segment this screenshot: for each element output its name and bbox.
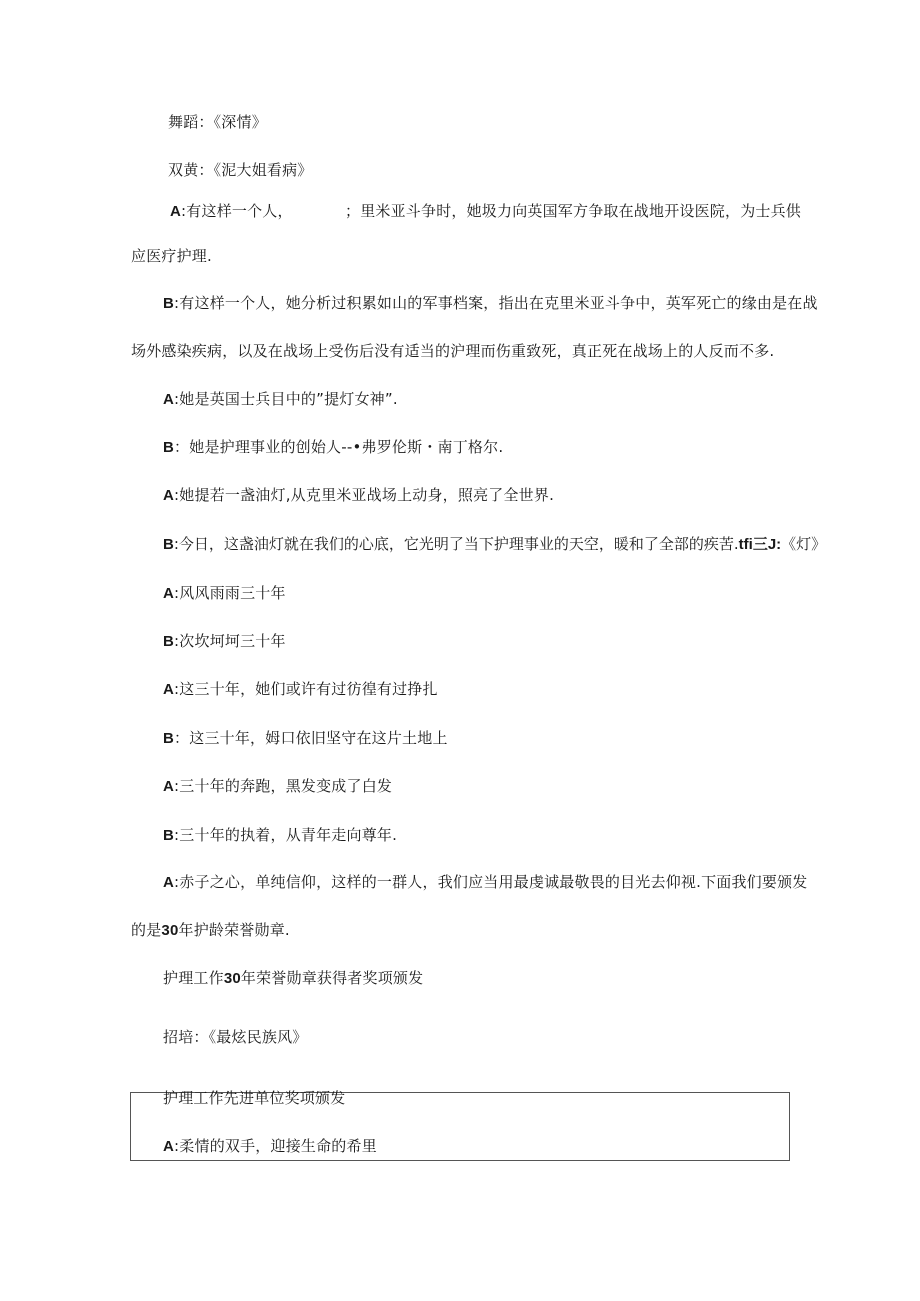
text-segment: 年护龄荣誉勋章. [178,921,290,939]
speaker-label: B [163,730,175,747]
program-duet: 双黄：《泥大姐看病》 [168,161,313,179]
dialogue-line [163,485,554,506]
speaker-label: A [163,391,175,408]
dialogue-text-wrap: 应医疗护理. [131,247,212,265]
speaker-label: A [163,778,175,795]
dialogue-text: ：她是护理事业的创始人--•弗罗伦斯・南丁格尔. [174,438,504,456]
number-30: 30 [161,922,179,939]
dialogue-line [163,1136,377,1157]
dialogue-line [163,728,448,749]
speaker-label: A [163,585,175,602]
dialogue-text-wrap: 场外感染疾病，以及在战场上受伤后没有适当的沪理而伤重致死，真正死在战场上的人反而不多. [131,342,775,360]
dialogue-text: :三十年的奔跑，黑发变成了白发 [174,777,393,795]
dialogue-line [163,389,398,410]
dialogue-line [170,201,293,222]
dialogue-line [163,825,397,846]
dialogue-text: :有这样一个人，她分析过积累如山的军事档案，指出在克里米亚斗争中，英军死亡的缘由是在战 [174,294,818,312]
garbled-inline-text: tfi三J: [738,536,782,553]
dialogue-text: :这三十年，她们或许有过彷徨有过挣扎 [174,680,438,698]
speaker-label: A [170,203,182,220]
dialogue-text: :赤子之心，单纯信仰，这样的一群人，我们应当用最虔诚最敬畏的目光去仰视.下面我们要颁发 [174,873,808,891]
award-heading [163,968,423,989]
dialogue-text: :她提若一盏油灯,从克里米亚战场上动身，照亮了全世界. [174,486,555,504]
dialogue-text: :次坎坷坷三十年 [174,632,286,650]
dialogue-text: :她是英国士兵目中的”提灯女神”. [174,390,398,408]
box-title: 护理工作先进单位奖项颁发 [163,1089,346,1107]
dialogue-text: :三十年的执着，从青年走向尊年. [174,826,398,844]
speaker-label: B [163,439,175,456]
text-segment: 年荣誉勋章获得者奖项颁发 [240,969,424,987]
dialogue-line [163,872,807,893]
text-segment: 的是 [131,921,162,939]
text-segment: 护理工作 [163,969,224,987]
number-30: 30 [223,970,241,987]
dialogue-line [163,679,438,700]
song-title: 《灯》 [781,535,827,553]
dialogue-line [163,437,503,458]
dialogue-line [163,583,286,604]
program-recruit: 招培：《最炫民族风》 [163,1028,308,1046]
dialogue-text: :有这样一个人， [181,202,293,220]
dialogue-line [163,776,392,797]
speaker-label: B [163,536,174,553]
dialogue-text: :柔情的双手，迎接生命的希里 [174,1137,377,1155]
dialogue-text: ：这三十年，姆口依旧坚守在这片土地上 [174,729,448,747]
dialogue-line [163,293,818,314]
program-dance: 舞蹈：《深情》 [168,113,267,131]
speaker-label: B [163,295,175,312]
speaker-label: A [163,874,175,891]
speaker-label: A [163,1138,175,1155]
dialogue-text-continued: ；里米亚斗争时，她圾力向英国军方争取在战地开设医院，为士兵供 [345,202,802,220]
speaker-label: B [163,827,175,844]
dialogue-text-wrap [131,920,290,941]
speaker-label: B [163,633,175,650]
dialogue-line [163,534,826,555]
dialogue-text: :今日，这盏油灯就在我们的心底，它光明了当下护理事业的天空，暖和了全部的疾苦. [173,535,739,553]
dialogue-line [163,631,286,652]
dialogue-text: :风风雨雨三十年 [174,584,286,602]
speaker-label: A [163,681,175,698]
speaker-label: A [163,487,175,504]
